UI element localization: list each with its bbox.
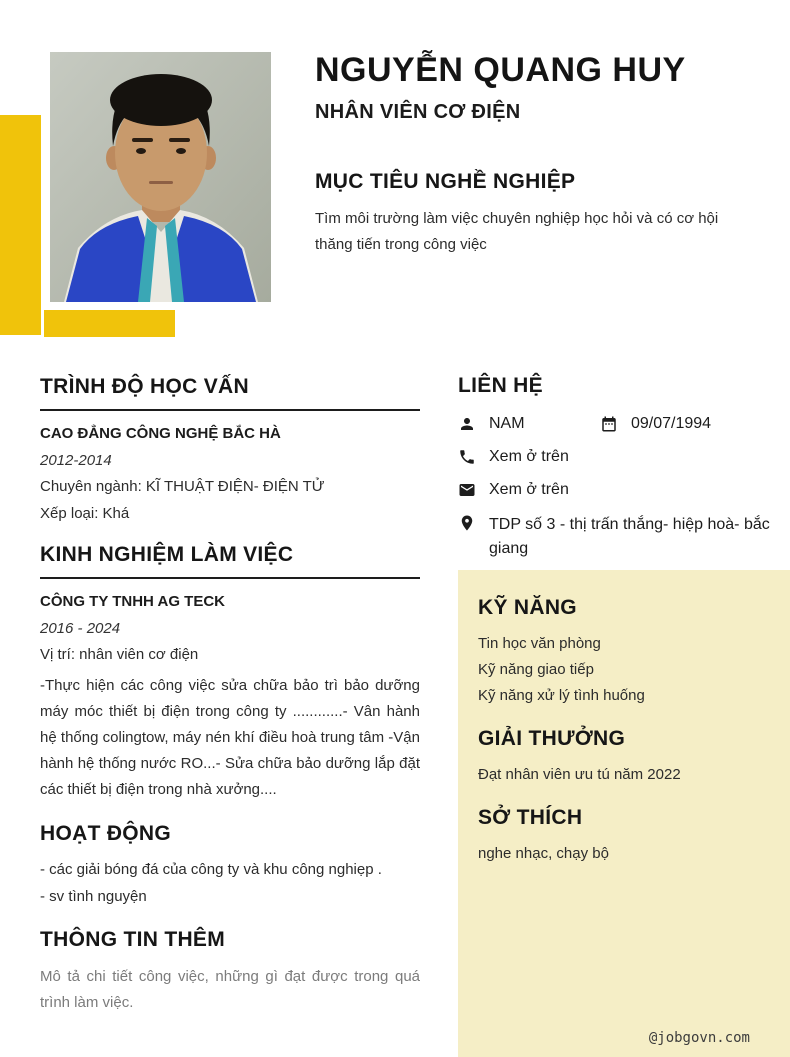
contact-column bbox=[458, 360, 790, 574]
header bbox=[315, 50, 740, 258]
left-column bbox=[40, 360, 420, 1016]
address-value: TDP số 3 - thị trấn thắng- hiệp hoà- bắc giang bbox=[489, 516, 770, 557]
portrait-illustration bbox=[50, 52, 271, 302]
candidate-job-title: NHÂN VIÊN CƠ ĐIỆN bbox=[315, 101, 521, 123]
contact-row-gender-dob bbox=[458, 414, 790, 434]
objective-text: Tìm môi trường làm việc chuyên nghiệp học hỏi và có cơ hội thăng tiến trong công việc bbox=[315, 210, 719, 253]
profile-photo bbox=[50, 52, 271, 302]
objective-heading: MỤC TIÊU NGHỀ NGHIỆP bbox=[315, 170, 576, 193]
hobbies-text: nghe nhạc, chạy bộ bbox=[478, 845, 609, 862]
gold-accent-bar-vertical bbox=[0, 115, 41, 335]
additional-info-text: Mô tả chi tiết công việc, những gì đạt được trong quá trình làm việc. bbox=[40, 968, 420, 1011]
gender-value: NAM bbox=[489, 415, 525, 432]
activity-item: - các giải bóng đá của công ty và khu công nghiẹp . bbox=[40, 861, 382, 878]
skills-heading: KỸ NĂNG bbox=[478, 596, 577, 619]
skill-item: Kỹ năng xử lý tình huống bbox=[478, 687, 645, 704]
location-icon bbox=[458, 514, 476, 532]
person-icon bbox=[458, 415, 476, 433]
experience-company: CÔNG TY TNHH AG TECK bbox=[40, 593, 226, 610]
education-school: CAO ĐẲNG CÔNG NGHỆ BẮC HÀ bbox=[40, 425, 281, 442]
hobbies-heading: SỞ THÍCH bbox=[478, 806, 583, 829]
contact-row-phone bbox=[458, 447, 790, 467]
skill-item: Tin học văn phòng bbox=[478, 635, 601, 652]
email-icon bbox=[458, 481, 476, 499]
email-value: Xem ở trên bbox=[489, 481, 569, 498]
experience-years: 2016 - 2024 bbox=[40, 620, 121, 637]
phone-icon bbox=[458, 448, 476, 466]
birthdate-value: 09/07/1994 bbox=[631, 415, 712, 432]
contact-list bbox=[458, 414, 790, 561]
experience-description: -Thực hiện các công việc sửa chữa bảo trì bảo dưỡng máy móc thiết bị điện trong công ty ............- Vân hành hệ thống colingtow, máy nén khí điều hoà trung tâm -Vận hành hệ thống nước RO...- Sửa chữa bảo dưỡng lắp đặt các thiết bị điện trong nhà xưởng.... bbox=[40, 677, 420, 798]
contact-row-address bbox=[458, 513, 790, 561]
skills-panel bbox=[458, 570, 790, 1057]
watermark: @jobgovn.com bbox=[648, 1030, 750, 1046]
candidate-name: NGUYỄN QUANG HUY bbox=[315, 51, 686, 89]
activities-heading: HOẠT ĐỘNG bbox=[40, 822, 172, 845]
skill-item: Kỹ năng giao tiếp bbox=[478, 661, 594, 678]
education-heading: TRÌNH ĐỘ HỌC VẤN bbox=[40, 374, 420, 411]
education-grade: Xếp loại: Khá bbox=[40, 505, 130, 522]
award-item: Đạt nhân viên ưu tú năm 2022 bbox=[478, 766, 681, 783]
calendar-icon bbox=[600, 415, 618, 433]
education-years: 2012-2014 bbox=[40, 452, 112, 469]
experience-heading: KINH NGHIỆM LÀM VIỆC bbox=[40, 542, 420, 579]
contact-row-email bbox=[458, 480, 790, 500]
experience-position: Vị trí: nhân viên cơ điện bbox=[40, 646, 199, 663]
activity-item: - sv tình nguyện bbox=[40, 888, 147, 905]
awards-heading: GIẢI THƯỞNG bbox=[478, 727, 626, 750]
education-major: Chuyên ngành: KĨ THUẬT ĐIỆN- ĐIỆN TỬ bbox=[40, 478, 325, 495]
phone-value: Xem ở trên bbox=[489, 448, 569, 465]
gold-accent-bar-horizontal bbox=[44, 310, 175, 337]
contact-heading: LIÊN HỆ bbox=[458, 374, 543, 397]
additional-info-heading: THÔNG TIN THÊM bbox=[40, 928, 226, 951]
